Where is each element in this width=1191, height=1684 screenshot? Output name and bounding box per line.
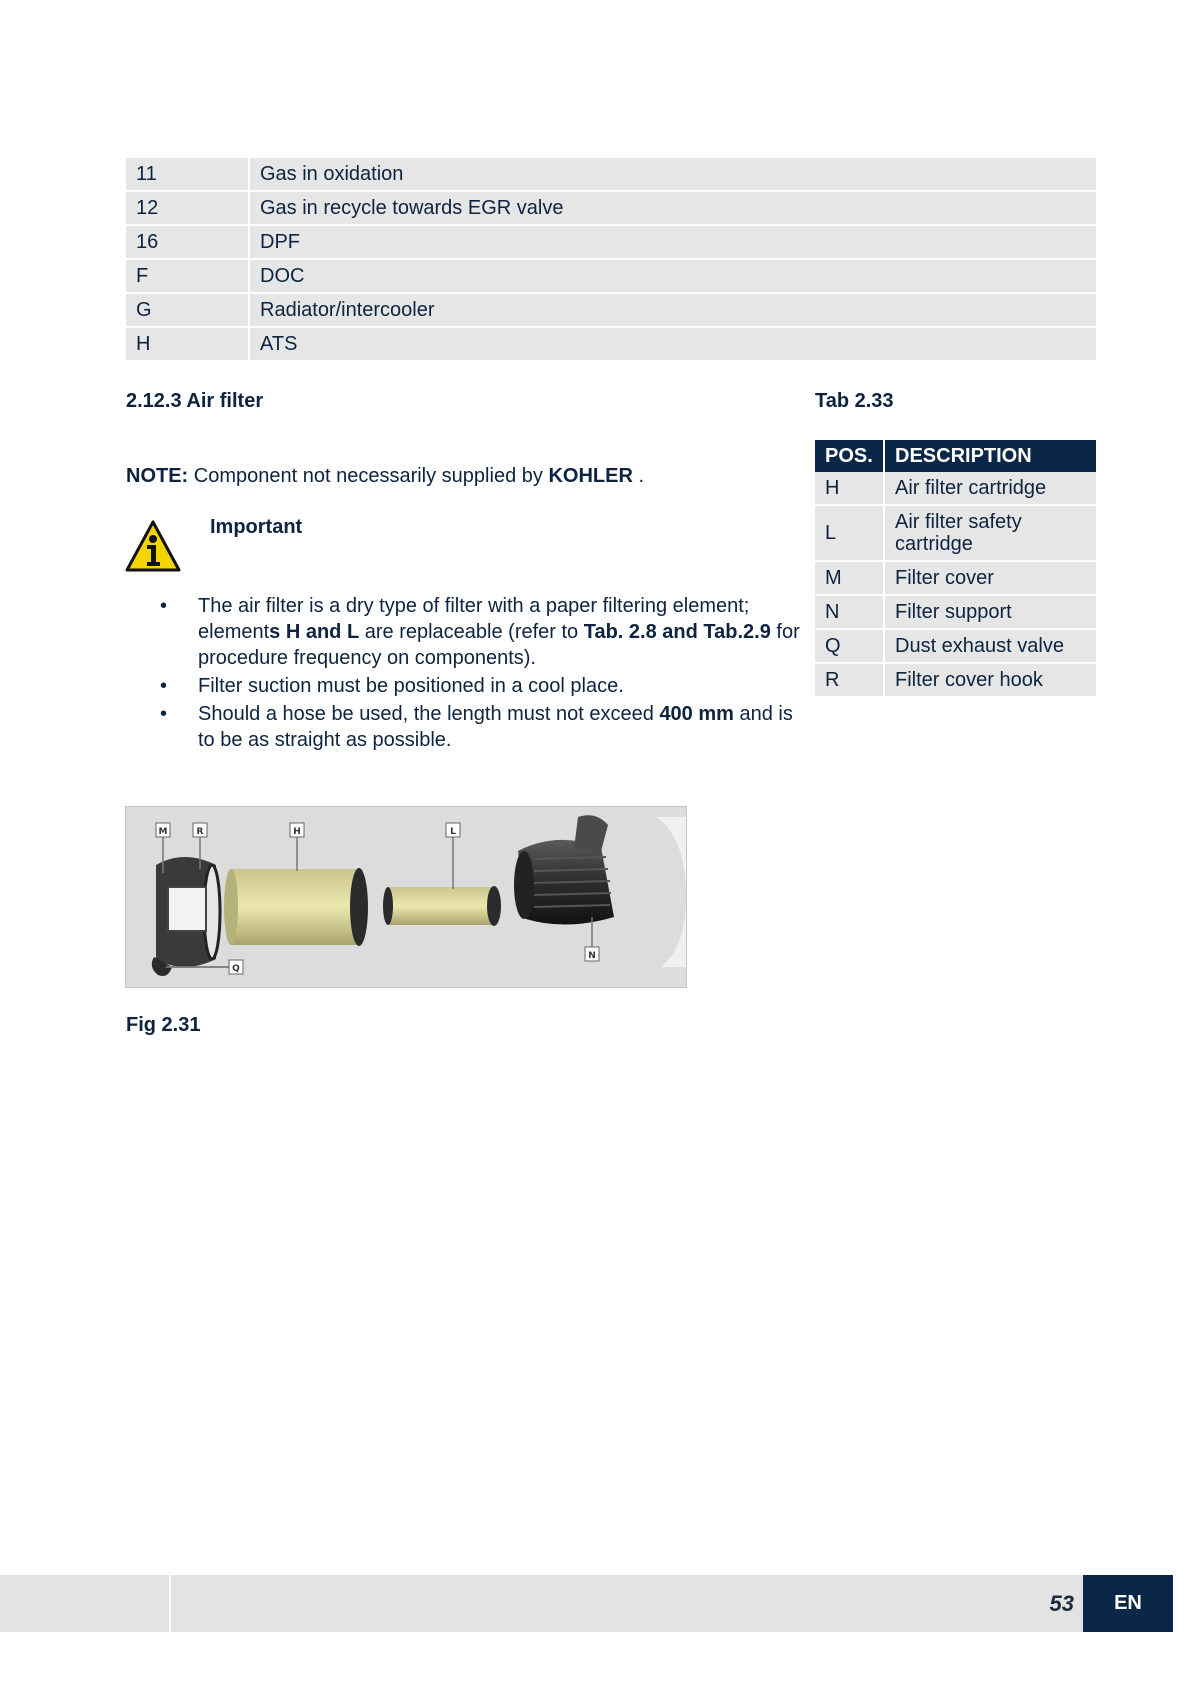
callout-label-r: R <box>196 827 204 837</box>
table-row <box>815 472 1096 506</box>
callout-label-n: N <box>588 951 596 961</box>
position-description-table <box>815 440 1096 698</box>
table-cell-pos: L <box>815 506 885 562</box>
list-item-text: Should a hose be used, the length must not exceed <box>198 703 660 725</box>
table-cell-pos: F <box>126 260 250 294</box>
footer-divider <box>169 1575 171 1632</box>
section-title: 2.12.3 Air filter <box>126 390 264 412</box>
warning-info-icon <box>125 520 181 572</box>
page-number: 53 <box>1049 1591 1074 1616</box>
note-label: NOTE: <box>126 465 189 487</box>
table-row <box>815 664 1096 698</box>
important-heading: Important <box>210 516 303 538</box>
table-row <box>126 192 1096 226</box>
table-cell-desc: ATS <box>250 328 1096 362</box>
list-item <box>160 593 800 671</box>
table-cell-desc: Radiator/intercooler <box>250 294 1096 328</box>
list-item-text: The air filter is a dry type of filter with a paper filtering element; element <box>198 595 750 643</box>
callout-label-m: M <box>158 827 168 837</box>
table-cell-desc: Filter cover <box>885 562 1096 596</box>
table-cell-desc: Air filter cartridge <box>885 472 1096 506</box>
instruction-list <box>160 593 800 755</box>
filter-cover-part <box>152 857 220 976</box>
column-header-description: DESCRIPTION <box>885 440 1096 472</box>
table-row <box>815 562 1096 596</box>
table-header-row <box>815 440 1096 472</box>
table-cell-desc: Gas in oxidation <box>250 158 1096 192</box>
column-header-pos: POS. <box>815 440 885 472</box>
table-caption: Tab 2.33 <box>815 390 894 412</box>
filter-support-part <box>514 815 614 924</box>
table-cell-pos: G <box>126 294 250 328</box>
table-cell-pos: N <box>815 596 885 630</box>
language-badge: EN <box>1083 1575 1173 1632</box>
table-cell-pos: M <box>815 562 885 596</box>
table-row <box>126 328 1096 362</box>
note-paragraph <box>126 465 644 488</box>
table-cell-pos: 11 <box>126 158 250 192</box>
footer-bar <box>0 1575 1083 1632</box>
list-item-text: and is to be as straight as possible. <box>198 703 793 751</box>
table-cell-pos: 12 <box>126 192 250 226</box>
list-item <box>160 673 800 699</box>
table-cell-desc: Gas in recycle towards EGR valve <box>250 192 1096 226</box>
table-row <box>815 506 1096 562</box>
table-row <box>126 260 1096 294</box>
table-cell-desc: Filter support <box>885 596 1096 630</box>
table-row <box>815 596 1096 630</box>
list-item-text: for procedure frequency on components). <box>198 621 800 669</box>
table-row <box>126 226 1096 260</box>
callout-label-h: H <box>293 827 301 837</box>
callout-label-l: L <box>450 827 456 837</box>
table-cell-pos: H <box>126 328 250 362</box>
safety-cartridge-part <box>383 886 501 926</box>
table-cell-desc: DPF <box>250 226 1096 260</box>
table-cell-desc: DOC <box>250 260 1096 294</box>
list-item-text: Filter suction must be positioned in a cool place. <box>198 675 624 697</box>
note-text: Component not necessarily supplied by <box>188 465 549 487</box>
list-item <box>160 701 800 753</box>
table-cell-desc: Air filter safety cartridge <box>885 506 1096 562</box>
table-row <box>126 294 1096 328</box>
table-cell-desc: Dust exhaust valve <box>885 630 1096 664</box>
callout-label-q: Q <box>232 964 240 974</box>
table-cell-pos: Q <box>815 630 885 664</box>
air-filter-cartridge-part <box>224 868 368 946</box>
air-filter-figure <box>125 806 687 988</box>
list-item-bold: 400 mm <box>659 703 734 725</box>
table-cell-desc: Filter cover hook <box>885 664 1096 698</box>
note-end: . <box>632 465 645 487</box>
list-item-bold: Tab. 2.8 and Tab.2.9 <box>583 621 771 643</box>
list-item-bold: s H and L <box>269 621 360 643</box>
table-row <box>126 158 1096 192</box>
list-item-text: are replaceable (refer to <box>359 621 584 643</box>
legend-table-continued <box>126 158 1096 362</box>
figure-caption: Fig 2.31 <box>126 1014 201 1036</box>
table-cell-pos: H <box>815 472 885 506</box>
air-filter-exploded-illustration <box>126 807 686 987</box>
table-cell-pos: R <box>815 664 885 698</box>
table-cell-pos: 16 <box>126 226 250 260</box>
note-brand: KOHLER <box>548 465 633 487</box>
table-row <box>815 630 1096 664</box>
